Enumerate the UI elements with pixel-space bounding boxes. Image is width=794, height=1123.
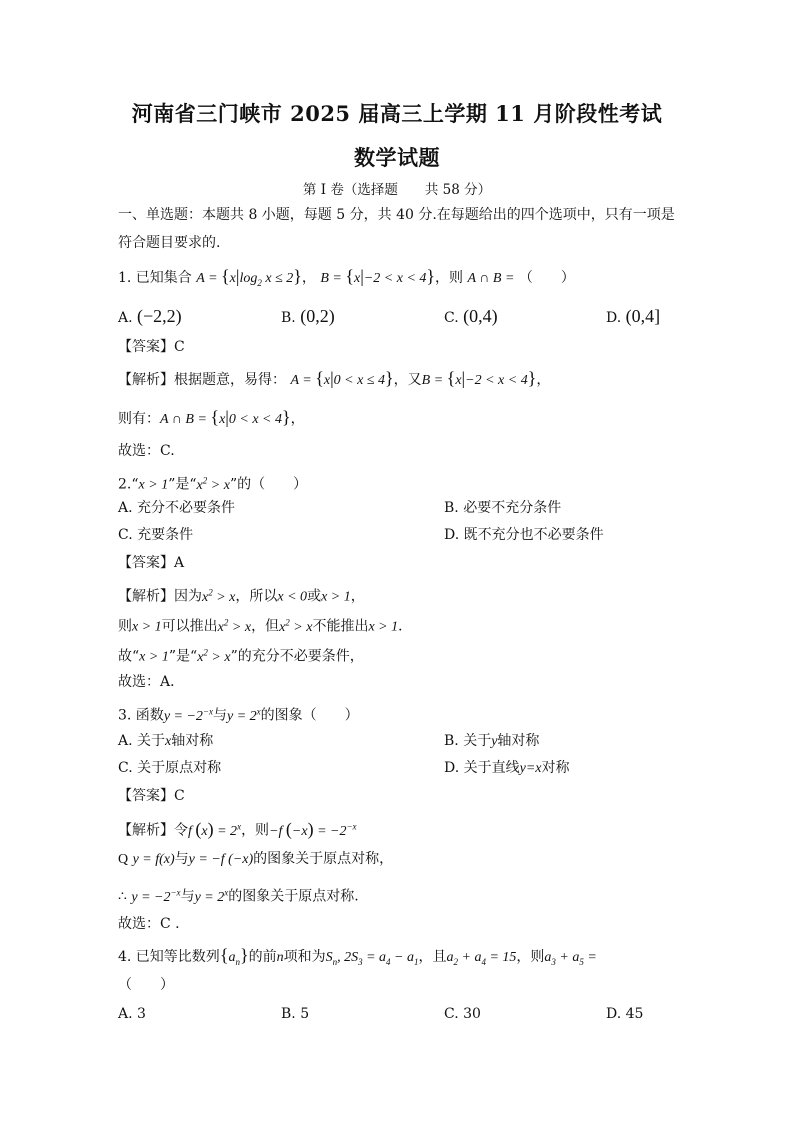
q3-analysis-line2: Q y = f(x)与y = −f (−x)的图象关于原点对称， [118, 851, 394, 867]
q2-conclusion: 故选：A． [118, 674, 185, 690]
q2-option-a: A. 充分不必要条件 [118, 500, 236, 516]
q1-answer: 【答案】C [118, 339, 185, 355]
q3-option-b: B. 关于y轴对称 [444, 733, 540, 749]
q1-analysis-line1: 【解析】根据题意，易得： A = {x|0 < x ≤ 4}，又B = {x|−2 < x < 4}， [118, 368, 551, 388]
question-4-stem-line2: （ ） [118, 977, 174, 993]
intersection-formula: A ∩ B = [467, 271, 515, 286]
q2-option-d: D. 既不充分也不必要条件 [444, 527, 604, 543]
exam-subject: 数学试题 [354, 145, 440, 170]
q2-analysis-line3: 故“x > 1”是“$x^2 > x$”的充分不必要条件， [118, 647, 364, 665]
q1-conclusion: 故选：C. [118, 443, 175, 459]
set-b-formula: B = {x|−2 < x < 4} [320, 266, 436, 286]
question-4-stem: 4. 已知等比数列$\{a_n\}$的前n项和为$S_n$, $2S_3 = a_4 - a_1$，且$a_2 + a_4 = 15$，则$a_3 + a_5$ = [118, 945, 597, 967]
q1-analysis-line2: 则有：A ∩ B = {x|0 < x < 4}， [118, 407, 305, 427]
q2-option-c: C. 充要条件 [118, 527, 194, 543]
q4-option-a: A. 3 [118, 1006, 146, 1022]
q4-option-c: C. 30 [444, 1006, 481, 1022]
q1-option-d: D. (0,4] [606, 306, 661, 326]
question-3-stem: 3. 函数$y = -2^{-x}$与$y = 2^x$的图象（ ） [118, 706, 359, 724]
volume-heading: 第 I 卷（选择题 共 58 分） [302, 182, 492, 198]
q2-analysis-line2: 则x > 1可以推出$x^2 > x$，但$x^2 > x$不能推出x > 1． [118, 617, 413, 635]
q4-option-d: D. 45 [606, 1006, 644, 1022]
q3-analysis-line1: 【解析】令f $(x) = 2^x$，则−f $(-x) = -2^{-x}$ [118, 818, 357, 839]
question-2-stem: 2.“x > 1”是“$x^2 > x$”的（ ） [118, 475, 308, 493]
q3-option-a: A. 关于x轴对称 [118, 733, 214, 749]
q3-option-c: C. 关于原点对称 [118, 760, 222, 776]
q2-option-b: B. 必要不充分条件 [444, 500, 562, 516]
q1-option-c: C. (0,4) [444, 306, 498, 326]
section-instructions-line1: 一、单选题：本题共 8 小题，每题 5 分，共 40 分.在每题给出的四个选项中，只有一项是 [118, 207, 675, 223]
exam-title: 河南省三门峡市 2025 届高三上学期 11 月阶段性考试 [131, 101, 663, 126]
question-1-stem: 1. 已知集合 $A = \{x|\log_2$ x ≤ 2}， B = {x|−2 < x < 4}，则 A ∩ B = （ ） [118, 266, 575, 288]
q3-answer: 【答案】C [118, 788, 185, 804]
section-instructions-line2: 符合题目要求的. [118, 235, 221, 251]
q1-option-b: B. (0,2) [281, 306, 335, 326]
q3-option-d: D. 关于直线y=x对称 [444, 760, 570, 776]
set-a-formula: $A = \{x|\log_2$ x ≤ 2} [196, 266, 302, 288]
q1-option-a: A. (−2,2) [118, 306, 182, 326]
q2-answer: 【答案】A [118, 555, 185, 571]
q3-analysis-line3: ∴ $y = -2^{-x}$与$y = 2^x$的图象关于原点对称. [118, 887, 359, 905]
q3-conclusion: 故选：C . [118, 916, 180, 932]
q2-analysis-line1: 【解析】因为$x^2 > x$，所以x < 0或x > 1， [118, 587, 365, 605]
q4-option-b: B. 5 [281, 1006, 310, 1022]
